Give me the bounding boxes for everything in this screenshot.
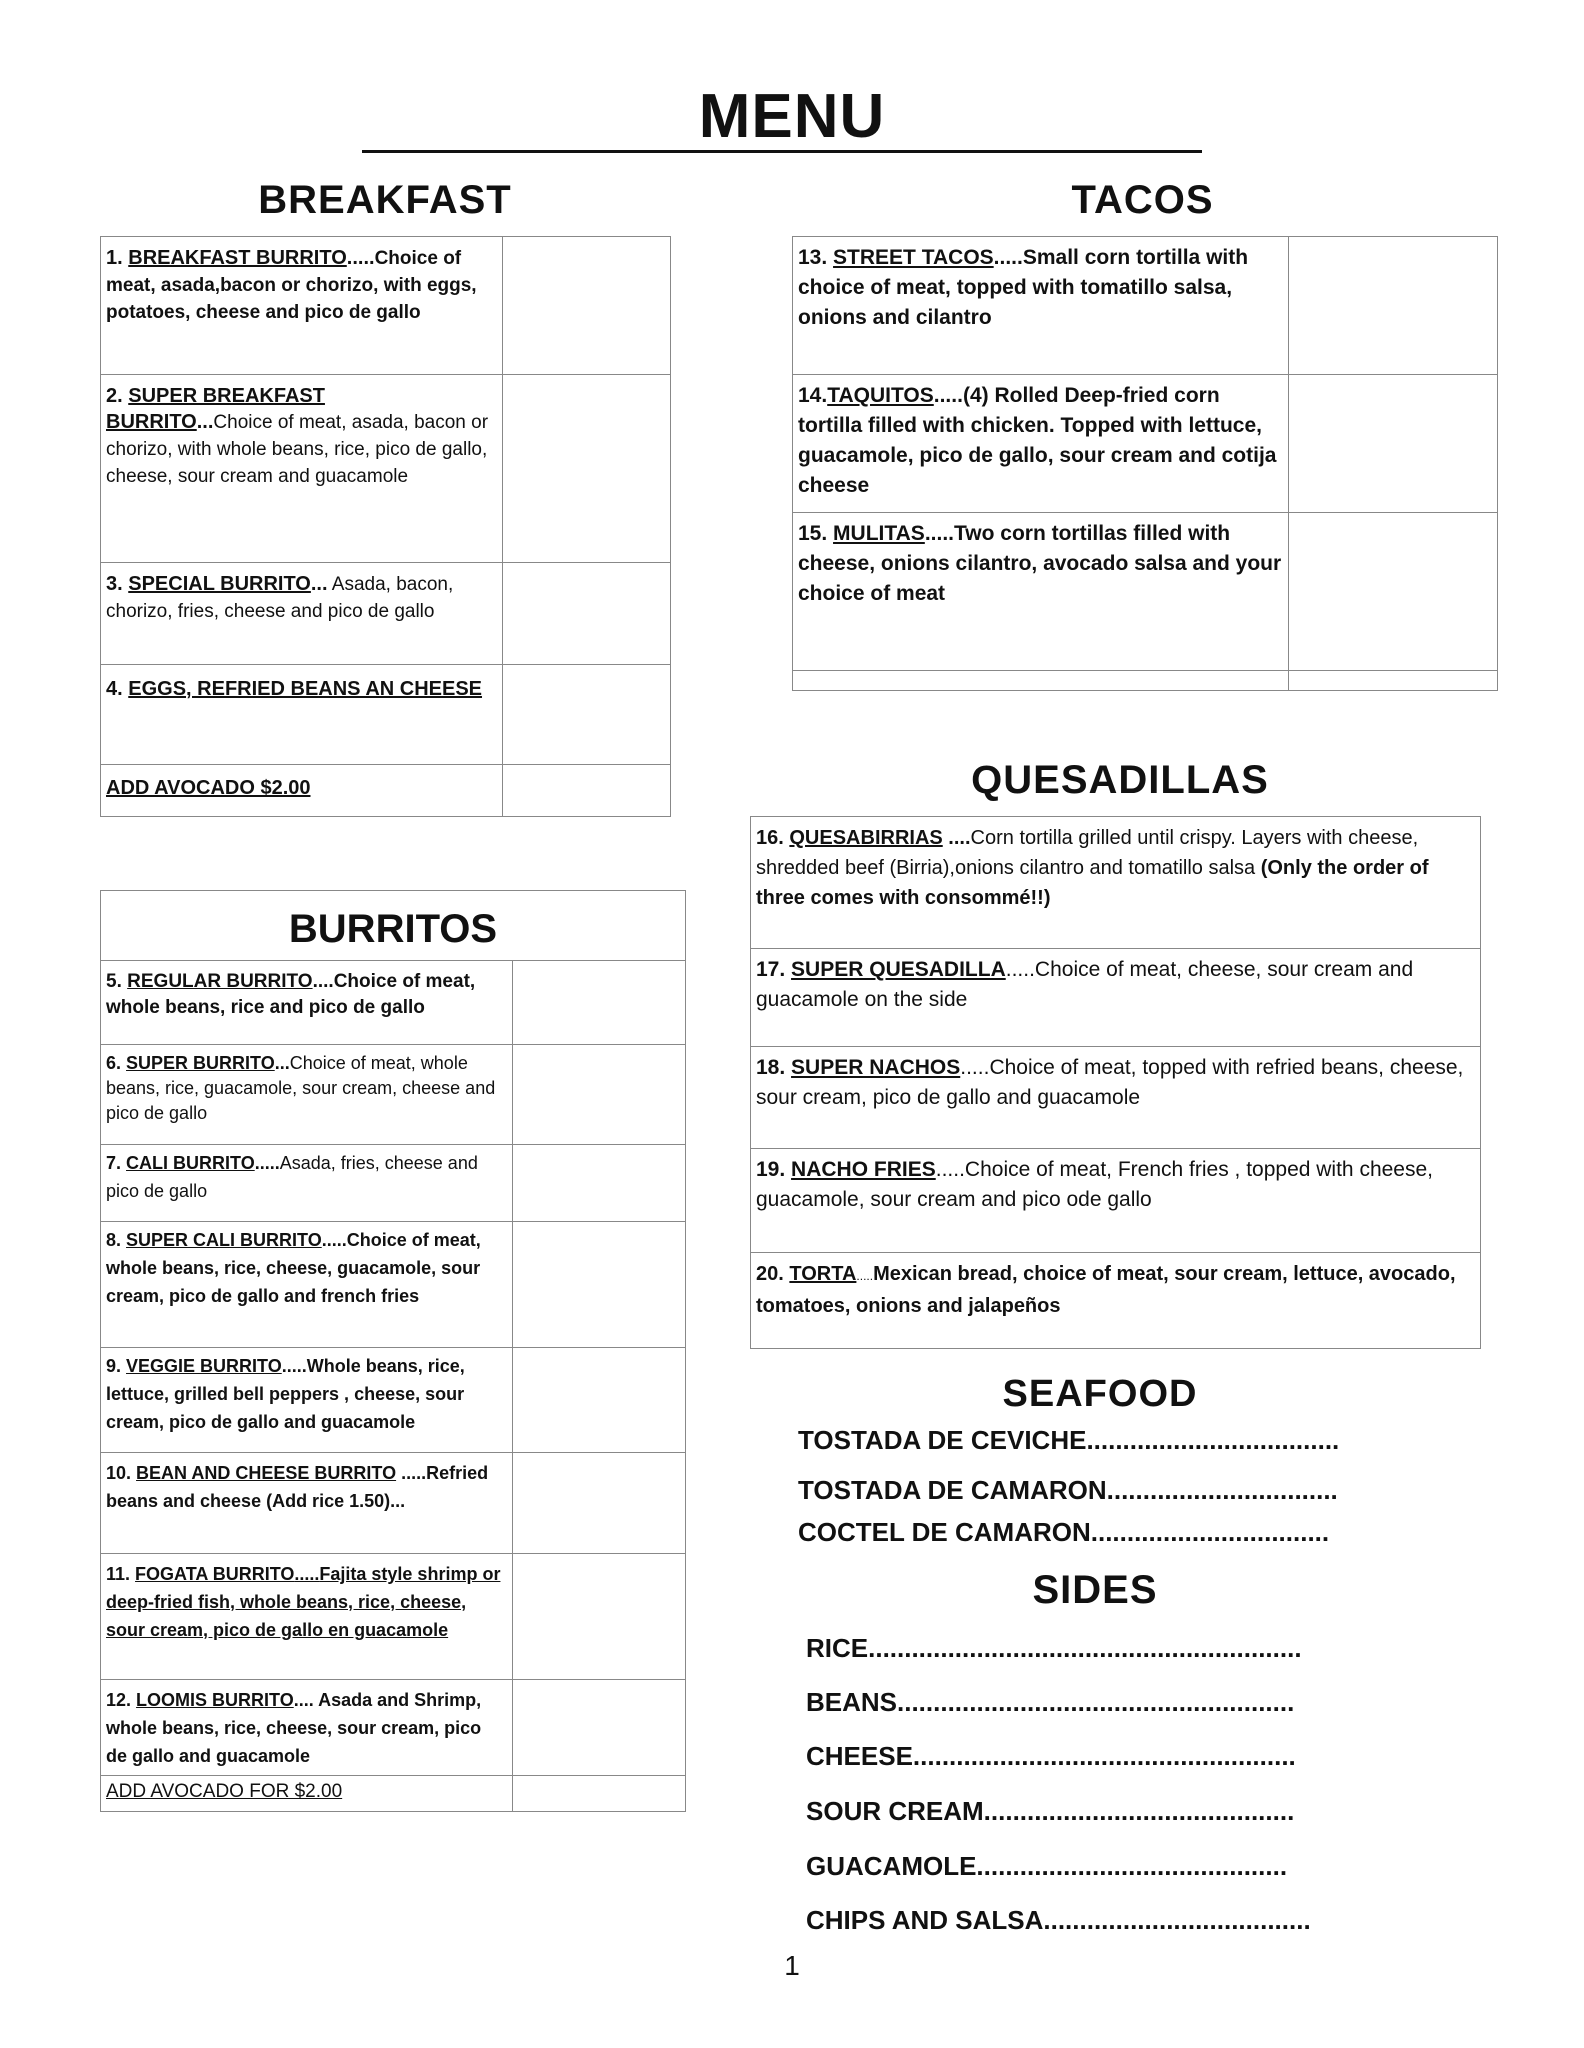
item-description: Asada, fries, cheese and pico de gallo xyxy=(106,1153,478,1201)
price-cell xyxy=(1289,237,1498,375)
item-separator: ..... xyxy=(1005,958,1035,981)
consomme-note: (Only the order of three comes with consommé!!) xyxy=(756,857,1429,909)
price-cell xyxy=(513,1554,686,1680)
item-description: Asada and Shrimp, whole beans, rice, cheese, sour cream, pico de gallo and guacamole xyxy=(106,1690,482,1766)
item-name: SUPER CALI BURRITO xyxy=(126,1230,322,1250)
table-row xyxy=(101,1348,686,1453)
table-row xyxy=(101,1222,686,1348)
item-description: Whole beans, rice, lettuce, grilled bell peppers , cheese, sour cream, pico de gallo and guacamole xyxy=(106,1356,465,1432)
item-description: Choice of meat, French fries , topped with cheese, guacamole, sour cream and pico ode gallo xyxy=(756,1158,1433,1211)
seafood-item: COCTEL DE CAMARON................................. xyxy=(798,1517,1330,1547)
tacos-heading: TACOS xyxy=(1071,178,1214,222)
table-row xyxy=(101,1145,686,1222)
item-description: Choice of meat, whole beans, rice, guacamole, sour cream, cheese and pico de gallo xyxy=(106,1053,496,1123)
item-separator: .... xyxy=(312,971,334,992)
item-separator: ..... xyxy=(933,384,963,407)
price-cell xyxy=(503,237,671,375)
item-description: Two corn tortillas filled with cheese, onions cilantro, avocado salsa and your choice of meat xyxy=(798,522,1282,605)
quesadillas-table xyxy=(750,816,1481,1349)
side-item: CHIPS AND SALSA..................................... xyxy=(806,1905,1311,1935)
item-name: VEGGIE BURRITO xyxy=(126,1356,282,1376)
table-row xyxy=(751,949,1481,1047)
seafood-heading: SEAFOOD xyxy=(1002,1373,1198,1415)
side-item: GUACAMOLE........................................... xyxy=(806,1851,1288,1881)
item-separator: .... xyxy=(293,1690,314,1710)
table-row xyxy=(793,671,1498,691)
item-number: 17. xyxy=(756,958,786,981)
item-number: 2. xyxy=(106,385,123,407)
price-cell xyxy=(513,961,686,1045)
price-cell xyxy=(503,563,671,665)
price-cell xyxy=(1289,671,1498,691)
item-separator: ..... xyxy=(321,1230,347,1250)
item-description: Choice of meat, whole beans, rice and pico de gallo xyxy=(106,971,476,1018)
item-number: 8. xyxy=(106,1230,122,1250)
table-row xyxy=(751,817,1481,949)
empty-cell xyxy=(793,671,1289,691)
item-separator: ..... xyxy=(960,1056,990,1079)
menu-title: MENU xyxy=(698,82,886,151)
item-number: 14. xyxy=(798,384,828,407)
item-name: REGULAR BURRITO xyxy=(127,971,313,992)
item-number: 13. xyxy=(798,246,828,269)
burritos-table xyxy=(100,960,686,1812)
price-cell xyxy=(513,1348,686,1453)
item-separator: ... xyxy=(274,1053,290,1073)
price-cell xyxy=(503,665,671,765)
table-row xyxy=(751,1149,1481,1253)
table-row xyxy=(101,1680,686,1776)
item-number: 12. xyxy=(106,1690,132,1710)
item-separator: ..... xyxy=(924,522,954,545)
item-name: SUPER BURRITO xyxy=(126,1053,275,1073)
item-name: FOGATA BURRITO xyxy=(135,1564,295,1584)
item-name: SUPER BREAKFAST BURRITO xyxy=(106,385,325,433)
item-separator: ..... xyxy=(856,1269,874,1283)
item-number: 4. xyxy=(106,678,123,700)
table-row xyxy=(101,765,671,817)
breakfast-table xyxy=(100,236,671,817)
page-number: 1 xyxy=(784,1950,800,1981)
price-cell xyxy=(1289,375,1498,513)
item-description: Small corn tortilla with choice of meat, topped with tomatillo salsa, onions and cilantro xyxy=(798,246,1249,329)
item-name: QUESABIRRIAS xyxy=(789,827,943,849)
item-description: Choice of meat, asada, bacon or chorizo, with whole beans, rice, pico de gallo, cheese, sour cream and guacamole xyxy=(106,412,489,487)
item-number: 3. xyxy=(106,573,123,595)
side-item: CHEESE..................................................... xyxy=(806,1741,1296,1771)
item-name: EGGS, REFRIED BEANS AN CHEESE xyxy=(128,678,483,700)
item-separator: ..... xyxy=(993,246,1023,269)
item-description: .....Refried beans and cheese (Add rice 1.50)... xyxy=(106,1463,489,1511)
table-row xyxy=(101,1554,686,1680)
table-row xyxy=(101,961,686,1045)
item-description: (4) Rolled Deep-fried corn tortilla filled with chicken. Topped with lettuce, guacamole, pico de gallo, sour cream and cotija cheese xyxy=(798,384,1277,497)
side-item: BEANS....................................................... xyxy=(806,1687,1295,1717)
sides-heading: SIDES xyxy=(1032,1568,1158,1612)
price-cell xyxy=(503,765,671,817)
table-row xyxy=(101,1453,686,1554)
item-name: CALI BURRITO xyxy=(126,1153,255,1173)
breakfast-heading: BREAKFAST xyxy=(258,178,512,222)
item-separator: ... xyxy=(310,573,328,595)
seafood-item: TOSTADA DE CAMARON................................ xyxy=(798,1475,1338,1505)
table-row xyxy=(101,237,671,375)
table-row xyxy=(101,1045,686,1145)
item-name: SUPER QUESADILLA xyxy=(791,958,1006,981)
table-row xyxy=(793,513,1498,671)
price-cell xyxy=(503,375,671,563)
table-row xyxy=(751,1253,1481,1349)
price-cell xyxy=(513,1453,686,1554)
table-row xyxy=(101,665,671,765)
burritos-heading: BURRITOS xyxy=(100,890,686,961)
item-number: 5. xyxy=(106,971,122,992)
item-number: 15. xyxy=(798,522,828,545)
item-description: Choice of meat, topped with refried beans, cheese, sour cream, pico de gallo and guacamole xyxy=(756,1056,1464,1109)
item-description: Mexican bread, choice of meat, sour cream, lettuce, avocado, tomatoes, onions and jalapeños xyxy=(756,1263,1456,1317)
side-item: RICE............................................................ xyxy=(806,1633,1302,1663)
item-number: 9. xyxy=(106,1356,122,1376)
item-description: Fajita style shrimp or deep-fried fish, whole beans, rice, cheese, sour cream, pico de gallo en guacamole xyxy=(106,1564,501,1640)
item-number: 20. xyxy=(756,1263,784,1285)
item-separator: ..... xyxy=(254,1153,280,1173)
price-cell xyxy=(513,1045,686,1145)
table-row xyxy=(751,1047,1481,1149)
item-number: 18. xyxy=(756,1056,786,1079)
item-description: Corn tortilla grilled until crispy. Layers with cheese, shredded beef (Birria),onions cilantro and tomatillo salsa xyxy=(756,827,1419,879)
price-cell xyxy=(513,1776,686,1812)
item-name: SPECIAL BURRITO xyxy=(128,573,311,595)
item-description: Choice of meat, cheese, sour cream and guacamole on the side xyxy=(756,958,1414,1011)
item-separator: ... xyxy=(196,411,214,433)
item-name: SUPER NACHOS xyxy=(791,1056,961,1079)
price-cell xyxy=(513,1222,686,1348)
item-name: STREET TACOS xyxy=(833,246,994,269)
price-cell xyxy=(513,1680,686,1776)
item-name: TORTA xyxy=(789,1263,857,1285)
item-separator: ..... xyxy=(935,1158,965,1181)
item-number: 7. xyxy=(106,1153,122,1173)
price-cell xyxy=(1289,513,1498,671)
item-name: TAQUITOS xyxy=(827,384,934,407)
item-name: LOOMIS BURRITO xyxy=(136,1690,294,1710)
table-row xyxy=(101,563,671,665)
item-description: Choice of meat, whole beans, rice, cheese, guacamole, sour cream, pico de gallo and french fries xyxy=(106,1230,481,1306)
item-number: 6. xyxy=(106,1053,122,1073)
table-row xyxy=(101,1776,686,1812)
item-name: MULITAS xyxy=(833,522,925,545)
item-description: Choice of meat, asada,bacon or chorizo, with eggs, potatoes, cheese and pico de gallo xyxy=(106,248,477,323)
add-avocado-note: ADD AVOCADO FOR $2.00 xyxy=(106,1781,343,1802)
add-avocado-note: ADD AVOCADO $2.00 xyxy=(106,777,311,799)
table-row xyxy=(101,375,671,563)
item-number: 16. xyxy=(756,827,784,849)
item-number: 1. xyxy=(106,247,123,269)
item-name: NACHO FRIES xyxy=(791,1158,936,1181)
item-description: Asada, bacon, chorizo, fries, cheese and pico de gallo xyxy=(106,574,454,622)
item-name: BREAKFAST BURRITO xyxy=(128,247,347,269)
table-row xyxy=(793,375,1498,513)
title-underline xyxy=(362,150,1202,153)
item-separator: ..... xyxy=(294,1564,320,1584)
item-number: 10. xyxy=(106,1463,132,1483)
item-separator: ..... xyxy=(281,1356,307,1376)
side-item: SOUR CREAM........................................... xyxy=(806,1796,1295,1826)
price-cell xyxy=(513,1145,686,1222)
seafood-item: TOSTADA DE CEVICHE................................... xyxy=(798,1425,1340,1455)
item-separator: .... xyxy=(942,827,971,849)
tacos-table xyxy=(792,236,1498,691)
quesadillas-heading: QUESADILLAS xyxy=(971,758,1269,802)
item-number: 11. xyxy=(106,1564,131,1584)
table-row xyxy=(793,237,1498,375)
item-number: 19. xyxy=(756,1158,786,1181)
item-separator: ..... xyxy=(346,247,375,269)
item-name: BEAN AND CHEESE BURRITO xyxy=(136,1463,397,1483)
